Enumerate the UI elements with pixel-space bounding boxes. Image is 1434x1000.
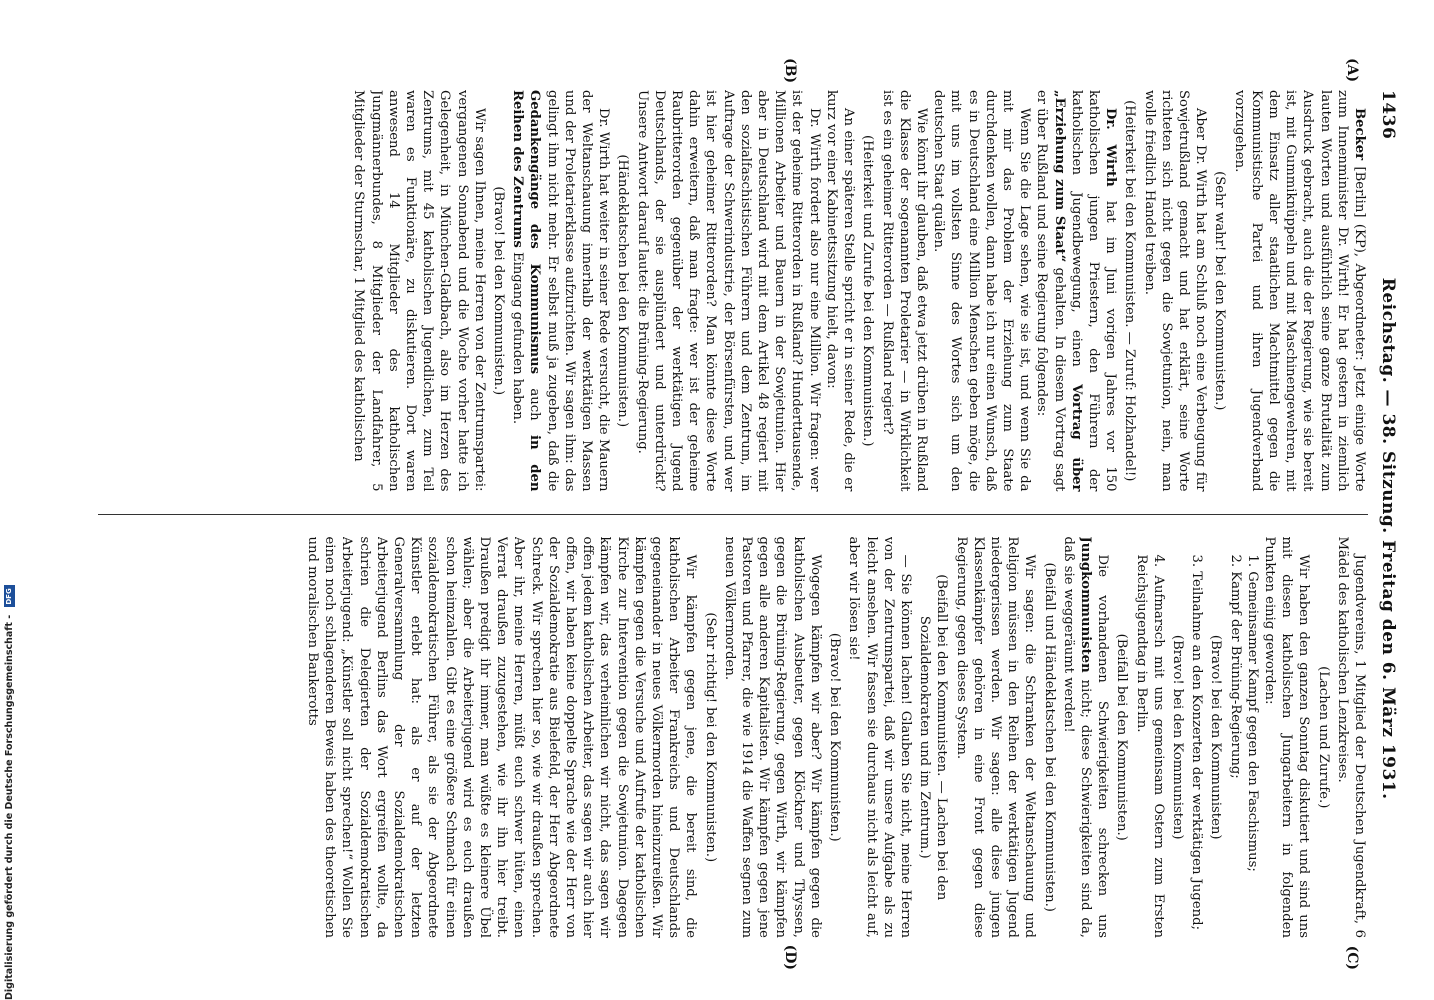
paragraph: Dr. Wirth fordert also nur eine Million. Wir fragen: wer ist der geheime Ritterorden in Rußland? Hunderttausende, Millionen Arbeiter und Bauern in der Sowjetunion. Hier aber in Deutschland wird mit dem Artikel 48 regiert mit den sozialfaschistischen Führern und dem Zentrum, im Auftrage der Schwerindustrie, der Börsenfürsten, und wer ist hier geheimer Ritterorden? Man könnte diese Worte dahin erweitern, daß man fragte: wer ist der geheime Raubritterorden gegenüber der werktätigen Jugend Deutschlands, der sie ausplündert und unterdrückt? Unsere Antwort darauf lautet: die Brüning-Regierung. [634,90,822,492]
list-item: 3. Teilnahme an den Konzerten der werktätigen Jugend; [1189,554,1205,931]
paragraph: Wir kämpfen gegen jene, die bereit sind, die katholischen Arbeiter Frankreichs und Deutschlands gegeneinander in neues Völkermorden hineinzureißen. Wir kämpfen gegen die Versuche und Aufrufe der katholischen Kirche zur Intervention gegen die Sowjetunion. Dagegen kämpfen wir, das verheimlichen wir nicht, das sagen wir offen jedem katholischen Arbeiter, das sagen wir auch hier offen, wir haben keine doppelte Sprache wie der Herr von der Sozialdemokratie aus Bielefeld, der Herr Abgeordnete Schreck. Wir sprechen hier so, wie wir draußen sprechen. Aber ihr, meine Herren, müßt euch schwer hüten, einen Verrat draußen zuzugestehen, wie ihr ihn hier treibt. Draußen predigt ihr immer, man wüßte es kleinere Übel wählen; aber die Arbeiterjugend wird es euch draußen schon heimzahlen. Gibt es eine größere Schmach für einen sozialdemokratischen Führer, als sie der Abgeordnete Künstler erlebt hat: als er auf der letzten Generalversammlung der Sozialdemokratischen Arbeiterjugend Berlins das Wort ergreifen wollte, da schrien die Delegierten der Sozialdemokratischen Arbeiterjugend: „Künstler soll nicht sprechen!“ Wollen Sie einen noch schlagenderen Beweis haben des theoretischen und moralischen Bankerotts [305,536,699,938]
interjection: (Beifall bei den Kommunisten.) [1114,633,1130,841]
paragraph: Wogegen kämpfen wir aber? Wir kämpfen gegen die katholischen Ausbeuter, gegen Klöckner und Thyssen, gegen die Brüning-Regierung, gegen Wirth, wir kämpfen gegen alle anderen Kapitalisten. Wir kämpfen gegen jene Pastoren und Pfarrer, die wie 1914 die Waffen segnen zum neuen Völkermorden. [721,536,823,938]
paragraph: Dr. Wirth hat weiter in seiner Rede versucht, die Mauern der Weltanschauung innerhalb der werktätigen Massen und der Proletarierklasse aufzurichten. Wir sagen ihm: das gelingt ihm nicht mehr. Er selbst muß ja zugeben, daß die Gedankengänge des Kommunismus auch in den Reihen des Zentrums Eingang gefunden haben. [510,90,612,492]
left-column [98,90,1368,492]
credit-text: Digitalisierung gefördert durch die Deutsche Forschungsgemeinschaft - [4,614,15,1000]
interjection: (Bravo! bei den Kommunisten.) [827,632,843,842]
column-divider [98,514,1368,515]
paragraph: Dr. Wirth hat im Juni vorigen Jahres vor 150 katholischen jungen Priestern, den Führern der katholischen Jugendbewegung, einen Vortrag über „Erziehung zum Staat“ gehalten. In diesem Vortrag sagt er über Rußland und seine Regierung folgendes: [1034,90,1119,492]
quotation: Wenn Sie die Lage sehen, wie sie ist, und wenn Sie da mit mir das Problem der Erziehung zum Staate durchdenken wollen, dann habe ich nur einen Wunsch, daß es in Deutschland eine Million Menschen geben möge, die mit uns im vollsten Sinne des Wortes sich um den deutschen Staat quälen. [931,90,1033,492]
margin-marker-a: (A) [1344,58,1360,83]
interjection: (Bravo! bei den Kommunisten) [1208,634,1224,840]
interjection: (Lachen und Zurufe.) [1315,666,1331,809]
paragraph: Wir sagen Ihnen, meine Herren von der Zentrumspartei: vergangenen Sonnabend und die Woche vorher hatte ich Gelegenheit, in München-Gladbach, also im Herzen des Zentrums, mit 45 katholischen Jugendlichen, zum Teil waren es Funktionäre, zu diskutieren. Dort waren anwesend 14 Mitglieder des katholischen Jungmännerbundes, 8 Mitglieder der Landfahrer, 5 Mitglieder der Sturmschar, 1 Mitglied des katholischen [351,90,487,492]
speaker-name: Becker [1352,108,1367,161]
interjection: (Bravo! bei den Kommunisten) [1169,634,1185,840]
interjection: (Sehr richtig! bei den Kommunisten.) [702,612,718,863]
interjection: (Händeklatschen bei den Kommunisten.) [615,154,631,428]
paragraph: Wir haben den ganzen Sonntag diskutiert und sind uns mit diesen katholischen Jungarbeitern in folgenden Punkten einig geworden: [1261,536,1312,938]
paragraph: — Sie können lachen! Glauben Sie nicht, meine Herren von der Zentrumspartei, daß wir unsere Aufgabe als zu leicht ansehen. Wir fassen sie durchaus nicht als leicht auf, aber wir lösen sie! [846,536,913,938]
interjection: (Sehr wahr! bei den Kommunisten.) [1212,171,1228,411]
interjection: (Bravo! bei den Kommunisten.) [491,186,507,396]
list-item: 2. Kampf der Brüning-Regierung; [1227,554,1243,779]
list-item: 1. Gemeinsamer Kampf gegen den Faschismus; [1244,554,1260,872]
paragraph: Becker [Berlin] (KP), Abgeordneter: Jetzt einige Worte zum Innenminister Dr. Wirth! Er hat gestern in ziemlich lauten Worten und ausführlich seine ganze Brutalität zum Ausdruck gebracht, auch die der Regierung, wie sie bereit ist, mit Gummiknüppeln und mit Maschinengewehren, mit dem Einsatz aller staatlichen Machtmittel gegen die Kommunistische Partei und ihren Jugendverband vorzugehen. [1231,90,1367,492]
speaker-name: Dr. Wirth [1103,108,1119,187]
list-item: 4. Aufmarsch mit uns gemeinsam Ostern zum Ersten Reichsjugendtag in Berlin. [1133,554,1166,938]
paragraph: Wir sagen: die Schranken der Weltanschauung und Religion müssen in den Reihen der werktätigen Jugend niedergerissen werden. Wir sagen: alle diese jungen Klassenkämpfer gehören in eine Front gegen diese Regierung, gegen dieses System. [953,536,1038,938]
margin-marker-d: (D) [782,944,798,970]
interjection: (Beifall bei den Kommunisten. — Lachen bei den Sozialdemokraten und im Zentrum.) [917,574,950,901]
paragraph: Jugendvereins, 1 Mitglied der Deutschen Jugendkraft, 6 Mädel des katholischen Lenzkreises. [1334,536,1367,938]
paragraph: Die vorhandenen Schwierigkeiten schrecken uns Jungkommunisten nicht; diese Schwierigkeiten sind da, daß sie weggeräumt werden! [1060,536,1111,938]
margin-marker-b: (B) [782,58,798,84]
page-header [1374,90,1396,938]
digitization-credit [4,585,15,1000]
interjection: (Heiterkeit und Zurufe bei den Kommunisten.) [860,135,876,447]
page-number: 1436 [1378,90,1398,140]
page-title: Reichstag. — 38. Sitzung. Freitag den 6. März 1931. [1378,277,1398,800]
right-column [98,537,1368,939]
paragraph: Aber Dr. Wirth hat am Schluß noch eine Verbeugung für Sowjetrußland gemacht und hat erklärt, seine Worte richteten sich nicht gegen die Sowjetunion, nein, man wolle friedlich Handel treiben. [1141,90,1209,492]
interjection: (Beifall und Händeklatschen bei den Kommunisten.) [1041,562,1057,912]
quotation: Wie könnt ihr glauben, daß etwa jetzt drüben in Rußland die Klasse der sogenannten Proletarier — in Wirklichkeit ist es ein geheimer Ritterorden — Rußland regiert? [879,90,929,492]
margin-marker-c: (C) [1344,945,1360,970]
dfg-logo-icon: DFG [4,585,15,607]
text-columns [98,58,1368,970]
interjection: (Heiterkeit bei den Kommunisten. — Zuruf: Holzhandel!) [1122,100,1138,482]
paragraph: An einer späteren Stelle spricht er in seiner Rede, die er kurz vor einer Kabinettssitzung hielt, davon: [823,90,857,492]
